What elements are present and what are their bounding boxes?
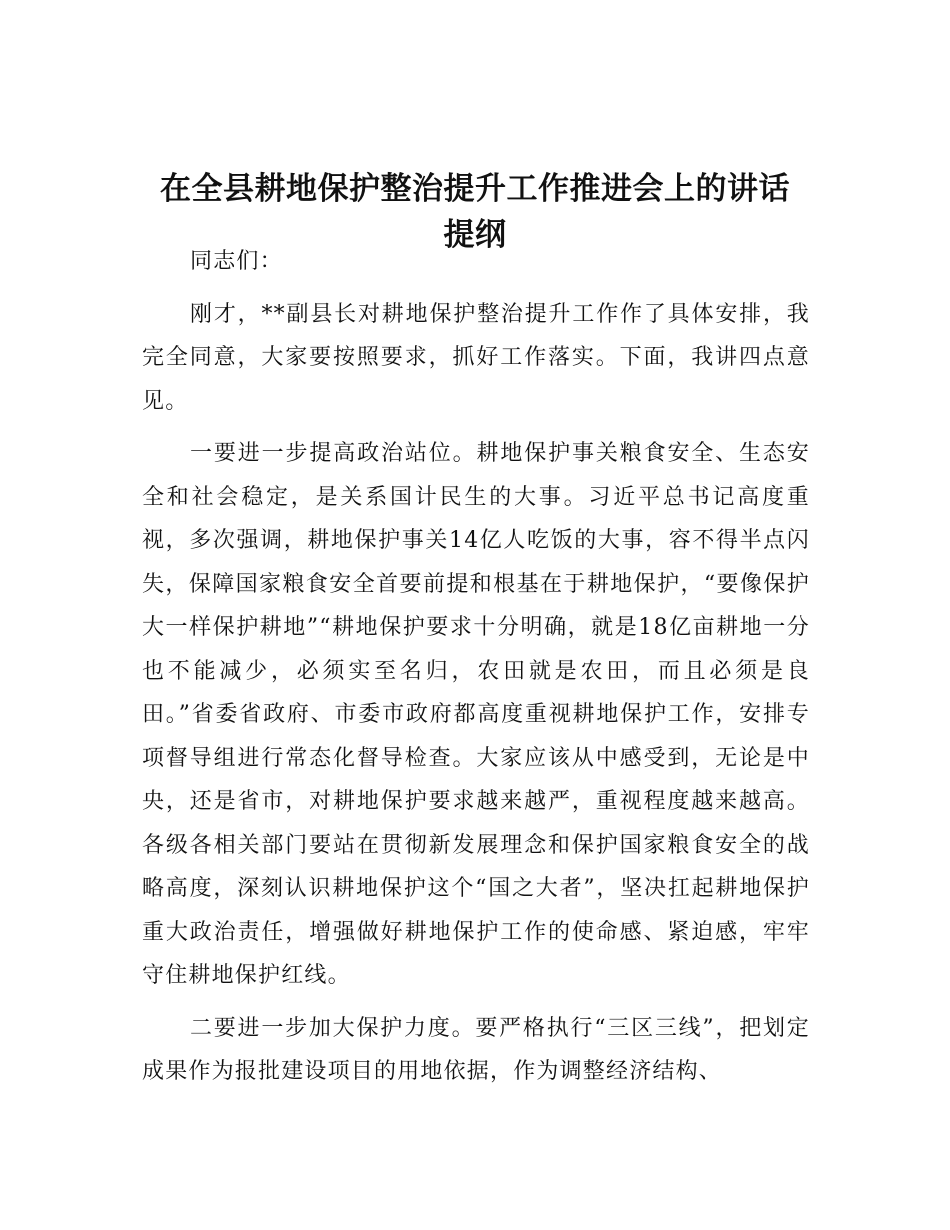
opening-paragraph: 刚才，**副县长对耕地保护整治提升工作作了具体安排，我完全同意，大家要按照要求，抓好工作落实。下面，我讲四点意见。 xyxy=(142,301,810,414)
point-one-paragraph: 一要进一步提高政治站位。耕地保护事关粮食安全、生态安全和社会稳定，是关系国计民生的大事。习近平总书记高度重视，多次强调，耕地保护事关14亿人吃饭的大事，容不得半点闪失，保障国家粮食安全首要前提和根基在于耕地保护，“要像保护大一样保护耕地”“耕地保护要求十分明确，就是18亿亩耕地一分也不能减少，必须实至名归，农田就是农田，而且必须是良田。”省委省政府、市委市政府都高度重视耕地保护工作，安排专项督导组进行常态化督导检查。大家应该从中感受到，无论是中央，还是省市，对耕地保护要求越来越严，重视程度越来越高。各级各相关部门要站在贯彻新发展理念和保护国家粮食安全的战略高度，深刻认识耕地保护这个“国之大者”，坚决扛起耕地保护重大政治责任，增强做好耕地保护工作的使命感、紧迫感，牢牢守住耕地保护红线。 xyxy=(142,441,810,988)
title-line-1: 在全县耕地保护整治提升工作推进会上的讲话 xyxy=(160,171,790,207)
salutation-paragraph: 同志们： xyxy=(190,249,283,274)
point-two-paragraph: 二要进一步加大保护力度。要严格执行“三区三线”，把划定成果作为报批建设项目的用地依据，作为调整经济结构、 xyxy=(142,1015,810,1084)
title-line-2: 提纲 xyxy=(443,217,507,253)
document-body xyxy=(142,240,810,1094)
